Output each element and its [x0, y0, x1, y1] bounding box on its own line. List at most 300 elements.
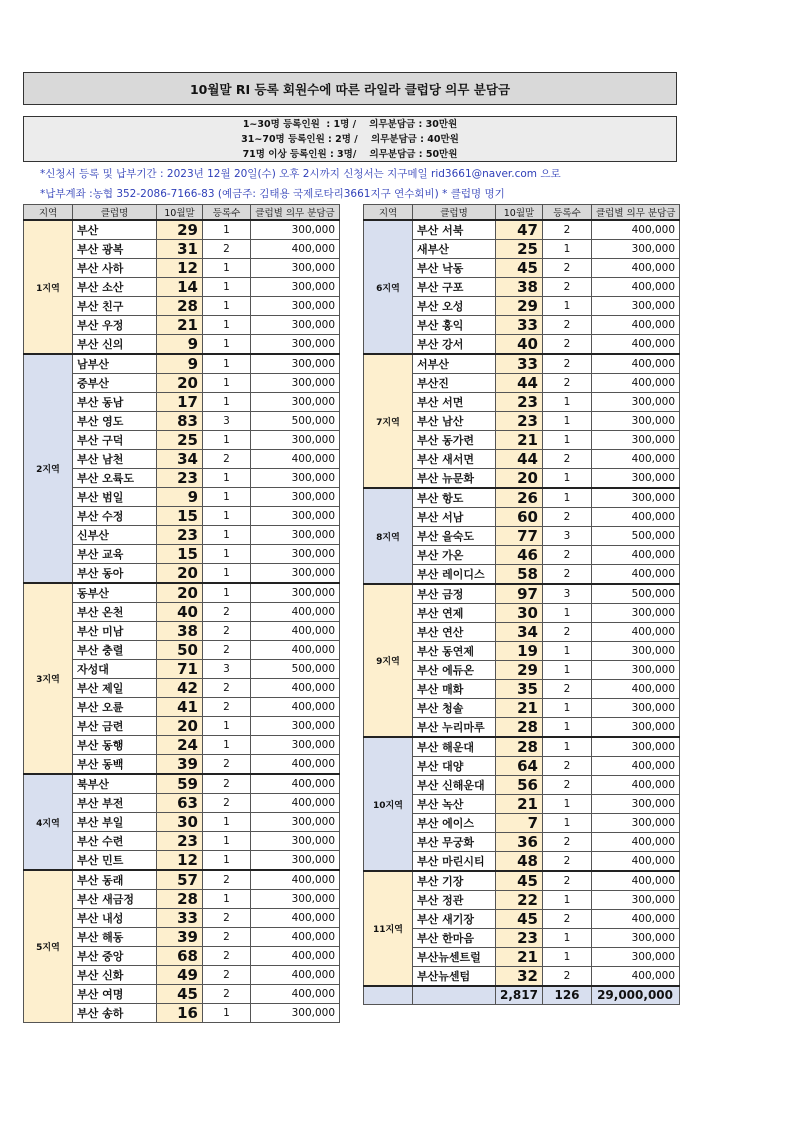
members-cell: 21	[496, 699, 543, 718]
count-cell: 1	[543, 642, 592, 661]
club-name-cell: 부산 매화	[413, 680, 496, 699]
club-name-cell: 부산 오성	[413, 297, 496, 316]
club-name-cell: 부산 소산	[73, 278, 157, 297]
table-header-row	[24, 205, 340, 221]
table-row	[364, 737, 680, 757]
count-cell: 1	[203, 297, 251, 316]
fee-cell: 300,000	[251, 583, 340, 603]
members-cell: 20	[496, 469, 543, 489]
club-name-cell: 부산 동남	[73, 393, 157, 412]
club-name-cell: 부산 동백	[73, 755, 157, 775]
club-name-cell: 새부산	[413, 240, 496, 259]
region-cell: 4지역	[24, 774, 73, 870]
col-club: 클럽명	[413, 205, 496, 221]
fee-cell: 300,000	[592, 661, 680, 680]
members-cell: 64	[496, 757, 543, 776]
fee-cell: 300,000	[592, 929, 680, 948]
fee-cell: 300,000	[251, 393, 340, 412]
club-name-cell: 부산 무궁화	[413, 833, 496, 852]
club-name-cell: 부산 신화	[73, 966, 157, 985]
region-cell: 5지역	[24, 870, 73, 1023]
members-cell: 45	[496, 910, 543, 929]
fee-cell: 300,000	[251, 717, 340, 736]
club-name-cell: 부산 온천	[73, 603, 157, 622]
count-cell: 3	[203, 660, 251, 679]
fee-cell: 400,000	[592, 565, 680, 585]
fee-cell: 400,000	[251, 774, 340, 794]
count-cell: 1	[203, 335, 251, 355]
fee-cell: 300,000	[592, 891, 680, 910]
club-name-cell: 부산 홍익	[413, 316, 496, 335]
count-cell: 1	[543, 718, 592, 738]
table-row	[364, 488, 680, 508]
count-cell: 1	[543, 431, 592, 450]
fee-rule-3: 71명 이상 등록인원 : 3명/ 의무분담금 : 50만원	[242, 148, 458, 160]
members-cell: 28	[157, 890, 203, 909]
club-name-cell: 부산 서북	[413, 220, 496, 240]
club-name-cell: 부산 여명	[73, 985, 157, 1004]
fee-cell: 300,000	[592, 718, 680, 738]
club-name-cell: 부산 구포	[413, 278, 496, 297]
fee-cell: 300,000	[592, 469, 680, 489]
fee-cell: 300,000	[251, 832, 340, 851]
count-cell: 1	[203, 583, 251, 603]
club-name-cell: 신부산	[73, 526, 157, 545]
members-cell: 26	[496, 488, 543, 508]
club-name-cell: 부산 마린시티	[413, 852, 496, 872]
club-name-cell: 부산 제일	[73, 679, 157, 698]
fee-cell: 400,000	[592, 374, 680, 393]
club-name-cell: 중부산	[73, 374, 157, 393]
count-cell: 1	[543, 393, 592, 412]
club-name-cell: 부산 친구	[73, 297, 157, 316]
club-name-cell: 부산 우정	[73, 316, 157, 335]
table-header-row	[364, 205, 680, 221]
fee-cell: 400,000	[251, 870, 340, 890]
count-cell: 2	[543, 450, 592, 469]
members-cell: 39	[157, 755, 203, 775]
members-cell: 30	[157, 813, 203, 832]
fee-cell: 300,000	[592, 737, 680, 757]
count-cell: 2	[203, 985, 251, 1004]
region-cell: 6지역	[364, 220, 413, 354]
club-name-cell: 부산 금정	[413, 584, 496, 604]
count-cell: 2	[543, 278, 592, 297]
right-fee-table	[363, 204, 680, 1005]
members-cell: 57	[157, 870, 203, 890]
region-cell: 10지역	[364, 737, 413, 871]
club-name-cell: 부산 영도	[73, 412, 157, 431]
fee-cell: 400,000	[251, 985, 340, 1004]
members-cell: 39	[157, 928, 203, 947]
count-cell: 2	[203, 603, 251, 622]
club-name-cell: 자성대	[73, 660, 157, 679]
fee-cell: 300,000	[251, 1004, 340, 1023]
members-cell: 49	[157, 966, 203, 985]
members-cell: 17	[157, 393, 203, 412]
count-cell: 2	[203, 794, 251, 813]
region-cell: 3지역	[24, 583, 73, 774]
members-cell: 40	[157, 603, 203, 622]
fee-cell: 400,000	[592, 910, 680, 929]
club-name-cell: 부산 해동	[73, 928, 157, 947]
fee-cell: 300,000	[592, 642, 680, 661]
members-cell: 12	[157, 851, 203, 871]
fee-cell: 400,000	[592, 776, 680, 795]
count-cell: 2	[543, 546, 592, 565]
club-name-cell: 부산	[73, 220, 157, 240]
count-cell: 2	[203, 774, 251, 794]
region-cell: 2지역	[24, 354, 73, 583]
count-cell: 2	[203, 450, 251, 469]
col-fee: 클럽별 의무 분담금	[251, 205, 340, 221]
region-cell: 11지역	[364, 871, 413, 986]
members-cell: 50	[157, 641, 203, 660]
club-name-cell: 부산 연제	[413, 604, 496, 623]
members-cell: 20	[157, 583, 203, 603]
members-cell: 34	[157, 450, 203, 469]
count-cell: 2	[543, 259, 592, 278]
members-cell: 16	[157, 1004, 203, 1023]
count-cell: 1	[543, 929, 592, 948]
count-cell: 2	[543, 374, 592, 393]
club-name-cell: 부산 사하	[73, 259, 157, 278]
total-fee-cell: 29,000,000	[592, 986, 680, 1004]
fee-cell: 500,000	[592, 527, 680, 546]
fee-cell: 300,000	[251, 488, 340, 507]
fee-cell: 300,000	[592, 297, 680, 316]
deadline-note: *신청서 등록 및 납부기간 : 2023년 12월 20일(수) 오후 2시까지 신청서는 지구메일 rid3661@naver.com 으로	[40, 168, 561, 180]
members-cell: 45	[496, 871, 543, 891]
club-name-cell: 부산 금련	[73, 717, 157, 736]
club-name-cell: 부산 오륙도	[73, 469, 157, 488]
club-name-cell: 부산 신의	[73, 335, 157, 355]
members-cell: 29	[157, 220, 203, 240]
fee-cell: 300,000	[251, 220, 340, 240]
count-cell: 1	[203, 374, 251, 393]
members-cell: 23	[496, 412, 543, 431]
fee-cell: 400,000	[251, 794, 340, 813]
fee-cell: 400,000	[251, 603, 340, 622]
fee-cell: 300,000	[251, 469, 340, 488]
count-cell: 3	[543, 527, 592, 546]
club-name-cell: 부산 광복	[73, 240, 157, 259]
fee-cell: 300,000	[251, 354, 340, 374]
fee-cell: 400,000	[592, 259, 680, 278]
fee-cell: 300,000	[251, 507, 340, 526]
count-cell: 1	[543, 891, 592, 910]
count-cell: 1	[543, 240, 592, 259]
count-cell: 1	[203, 507, 251, 526]
members-cell: 58	[496, 565, 543, 585]
count-cell: 2	[543, 871, 592, 891]
count-cell: 2	[203, 870, 251, 890]
fee-cell: 300,000	[592, 431, 680, 450]
count-cell: 2	[203, 909, 251, 928]
members-cell: 20	[157, 564, 203, 584]
members-cell: 20	[157, 717, 203, 736]
left-fee-table	[23, 204, 340, 1023]
count-cell: 1	[543, 699, 592, 718]
members-cell: 44	[496, 374, 543, 393]
club-name-cell: 부산 항도	[413, 488, 496, 508]
table-row	[24, 774, 340, 794]
fee-cell: 300,000	[251, 278, 340, 297]
members-cell: 31	[157, 240, 203, 259]
count-cell: 1	[203, 736, 251, 755]
members-cell: 40	[496, 335, 543, 355]
club-name-cell: 부산진	[413, 374, 496, 393]
count-cell: 2	[543, 967, 592, 987]
fee-cell: 300,000	[592, 412, 680, 431]
count-cell: 3	[543, 584, 592, 604]
fee-cell: 400,000	[592, 871, 680, 891]
count-cell: 1	[543, 469, 592, 489]
fee-cell: 300,000	[251, 259, 340, 278]
club-name-cell: 부산 동행	[73, 736, 157, 755]
members-cell: 33	[496, 316, 543, 335]
region-cell: 8지역	[364, 488, 413, 584]
club-name-cell: 부산 미남	[73, 622, 157, 641]
count-cell: 1	[203, 259, 251, 278]
total-region-cell	[364, 986, 413, 1004]
club-name-cell: 부산 낙동	[413, 259, 496, 278]
club-name-cell: 동부산	[73, 583, 157, 603]
count-cell: 1	[543, 948, 592, 967]
members-cell: 28	[157, 297, 203, 316]
col-region: 지역	[24, 205, 73, 221]
fee-cell: 400,000	[592, 450, 680, 469]
club-name-cell: 부산뉴센트럴	[413, 948, 496, 967]
club-name-cell: 부산 한마음	[413, 929, 496, 948]
fee-cell: 300,000	[251, 851, 340, 871]
fee-cell: 500,000	[251, 412, 340, 431]
count-cell: 1	[203, 431, 251, 450]
fee-cell: 300,000	[251, 335, 340, 355]
members-cell: 21	[496, 948, 543, 967]
members-cell: 20	[157, 374, 203, 393]
region-cell: 7지역	[364, 354, 413, 488]
fee-cell: 400,000	[251, 698, 340, 717]
count-cell: 2	[203, 755, 251, 775]
count-cell: 3	[203, 412, 251, 431]
fee-cell: 400,000	[592, 967, 680, 987]
club-name-cell: 부산 을숙도	[413, 527, 496, 546]
members-cell: 28	[496, 737, 543, 757]
fee-cell: 300,000	[592, 814, 680, 833]
members-cell: 15	[157, 507, 203, 526]
count-cell: 1	[203, 469, 251, 488]
count-cell: 1	[203, 278, 251, 297]
fee-cell: 400,000	[592, 335, 680, 355]
club-name-cell: 부산 송하	[73, 1004, 157, 1023]
count-cell: 1	[543, 604, 592, 623]
count-cell: 1	[543, 814, 592, 833]
members-cell: 41	[157, 698, 203, 717]
members-cell: 23	[157, 832, 203, 851]
club-name-cell: 부산 뉴문화	[413, 469, 496, 489]
members-cell: 38	[496, 278, 543, 297]
table-row	[364, 584, 680, 604]
club-name-cell: 부산 민트	[73, 851, 157, 871]
members-cell: 44	[496, 450, 543, 469]
club-name-cell: 부산 중앙	[73, 947, 157, 966]
fee-cell: 300,000	[251, 736, 340, 755]
club-name-cell: 부산 기장	[413, 871, 496, 891]
members-cell: 56	[496, 776, 543, 795]
col-members: 10월말	[496, 205, 543, 221]
fee-cell: 400,000	[592, 508, 680, 527]
total-count-cell: 126	[543, 986, 592, 1004]
fee-cell: 400,000	[592, 354, 680, 374]
region-cell: 9지역	[364, 584, 413, 737]
members-cell: 12	[157, 259, 203, 278]
count-cell: 2	[543, 833, 592, 852]
club-name-cell: 부산뉴센텀	[413, 967, 496, 987]
fee-cell: 400,000	[592, 833, 680, 852]
count-cell: 1	[203, 717, 251, 736]
count-cell: 2	[543, 910, 592, 929]
fee-cell: 400,000	[592, 623, 680, 642]
fee-cell: 400,000	[592, 220, 680, 240]
club-name-cell: 부산 부전	[73, 794, 157, 813]
count-cell: 1	[543, 488, 592, 508]
members-cell: 33	[496, 354, 543, 374]
fee-cell: 300,000	[251, 890, 340, 909]
fee-cell: 400,000	[592, 680, 680, 699]
count-cell: 1	[543, 412, 592, 431]
region-cell: 1지역	[24, 220, 73, 354]
members-cell: 28	[496, 718, 543, 738]
club-name-cell: 부산 남천	[73, 450, 157, 469]
count-cell: 2	[203, 698, 251, 717]
fee-cell: 300,000	[251, 526, 340, 545]
members-cell: 23	[496, 393, 543, 412]
fee-cell: 300,000	[592, 699, 680, 718]
members-cell: 71	[157, 660, 203, 679]
fee-cell: 400,000	[251, 240, 340, 259]
club-name-cell: 부산 청솔	[413, 699, 496, 718]
table-row	[24, 354, 340, 374]
count-cell: 2	[543, 565, 592, 585]
club-name-cell: 부산 에이스	[413, 814, 496, 833]
fee-cell: 300,000	[592, 948, 680, 967]
fee-cell: 400,000	[251, 679, 340, 698]
members-cell: 60	[496, 508, 543, 527]
count-cell: 2	[543, 354, 592, 374]
total-members-cell: 2,817	[496, 986, 543, 1004]
members-cell: 23	[157, 526, 203, 545]
table-row	[364, 354, 680, 374]
count-cell: 1	[543, 737, 592, 757]
club-name-cell: 부산 동아	[73, 564, 157, 584]
club-name-cell: 부산 동가련	[413, 431, 496, 450]
count-cell: 1	[543, 795, 592, 814]
club-name-cell: 부산 신해운대	[413, 776, 496, 795]
club-name-cell: 부산 동래	[73, 870, 157, 890]
club-name-cell: 부산 가온	[413, 546, 496, 565]
members-cell: 25	[157, 431, 203, 450]
col-fee: 클럽별 의무 분담금	[592, 205, 680, 221]
club-name-cell: 부산 구덕	[73, 431, 157, 450]
club-name-cell: 부산 대양	[413, 757, 496, 776]
club-name-cell: 남부산	[73, 354, 157, 374]
count-cell: 1	[203, 393, 251, 412]
count-cell: 1	[203, 851, 251, 871]
table-row	[364, 220, 680, 240]
club-name-cell: 부산 수련	[73, 832, 157, 851]
fee-cell: 400,000	[251, 641, 340, 660]
count-cell: 2	[203, 947, 251, 966]
fee-rules-box	[23, 116, 677, 162]
club-name-cell: 부산 동연제	[413, 642, 496, 661]
fee-cell: 300,000	[251, 813, 340, 832]
members-cell: 34	[496, 623, 543, 642]
club-name-cell: 부산 새서면	[413, 450, 496, 469]
club-name-cell: 부산 녹산	[413, 795, 496, 814]
members-cell: 46	[496, 546, 543, 565]
club-name-cell: 부산 부일	[73, 813, 157, 832]
fee-cell: 300,000	[251, 545, 340, 564]
members-cell: 45	[157, 985, 203, 1004]
count-cell: 2	[543, 623, 592, 642]
table-row	[24, 220, 340, 240]
count-cell: 2	[203, 928, 251, 947]
count-cell: 2	[543, 757, 592, 776]
count-cell: 1	[203, 488, 251, 507]
members-cell: 19	[496, 642, 543, 661]
club-name-cell: 부산 충렬	[73, 641, 157, 660]
count-cell: 2	[203, 641, 251, 660]
club-name-cell: 부산 내성	[73, 909, 157, 928]
club-name-cell: 부산 레이디스	[413, 565, 496, 585]
count-cell: 2	[543, 220, 592, 240]
page-title	[23, 72, 677, 105]
count-cell: 1	[203, 354, 251, 374]
count-cell: 1	[203, 316, 251, 335]
members-cell: 63	[157, 794, 203, 813]
count-cell: 2	[203, 240, 251, 259]
members-cell: 38	[157, 622, 203, 641]
fee-cell: 300,000	[251, 564, 340, 584]
count-cell: 1	[203, 832, 251, 851]
club-name-cell: 북부산	[73, 774, 157, 794]
fee-cell: 300,000	[592, 488, 680, 508]
members-cell: 9	[157, 488, 203, 507]
fee-cell: 300,000	[251, 316, 340, 335]
fee-cell: 300,000	[251, 431, 340, 450]
fee-cell: 400,000	[592, 546, 680, 565]
fee-cell: 400,000	[592, 852, 680, 872]
count-cell: 2	[543, 508, 592, 527]
count-cell: 1	[203, 890, 251, 909]
members-cell: 21	[496, 795, 543, 814]
count-cell: 1	[203, 1004, 251, 1023]
club-name-cell: 부산 새금정	[73, 890, 157, 909]
club-name-cell: 부산 해운대	[413, 737, 496, 757]
count-cell: 2	[543, 852, 592, 872]
members-cell: 21	[157, 316, 203, 335]
members-cell: 83	[157, 412, 203, 431]
count-cell: 1	[203, 564, 251, 584]
count-cell: 1	[203, 526, 251, 545]
club-name-cell: 부산 오륜	[73, 698, 157, 717]
fee-cell: 300,000	[592, 393, 680, 412]
col-region: 지역	[364, 205, 413, 221]
club-name-cell: 부산 범일	[73, 488, 157, 507]
fee-cell: 400,000	[251, 909, 340, 928]
club-name-cell: 부산 서면	[413, 393, 496, 412]
